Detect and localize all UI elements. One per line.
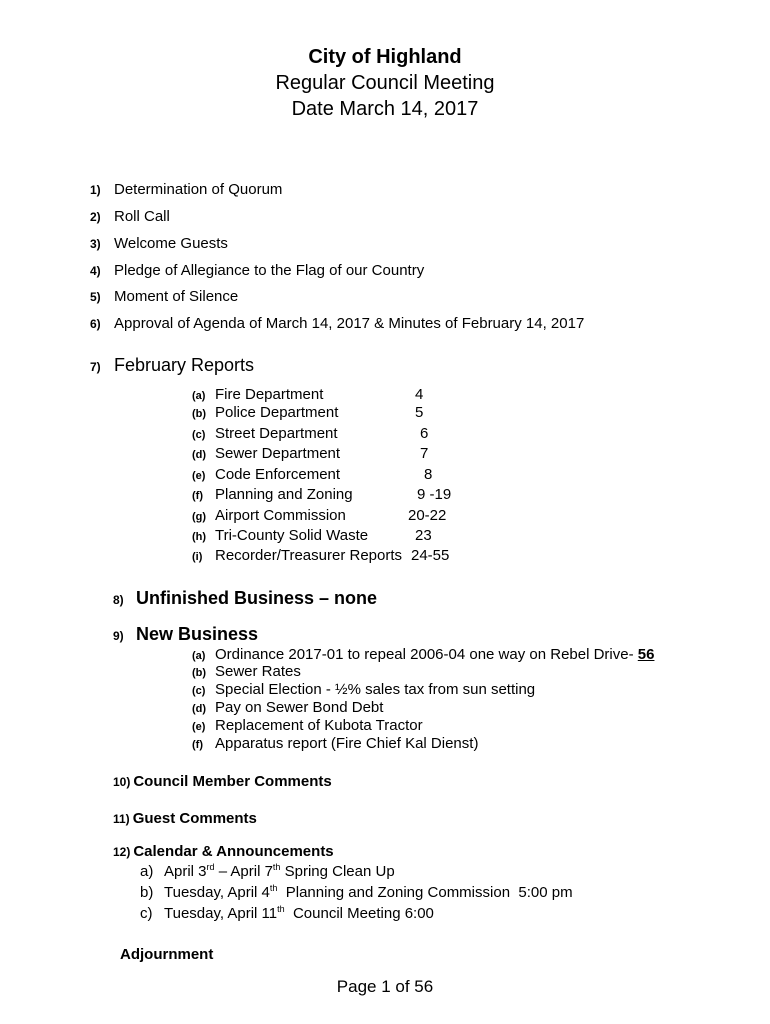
calendar-text: Tuesday, April 4 — [164, 884, 270, 901]
adjournment: Adjournment — [120, 946, 214, 963]
item-letter: (d) — [192, 703, 207, 715]
header — [0, 44, 770, 122]
report-name: Sewer Department — [215, 445, 341, 462]
item-letter: (f) — [192, 739, 203, 751]
page-subtitle: Regular Council Meeting — [275, 72, 495, 94]
item-text: Replacement of Kubota Tractor — [215, 717, 423, 734]
report-letter: (c) — [192, 429, 206, 441]
report-pages: 4 — [415, 386, 424, 403]
report-name: Recorder/Treasurer Reports — [215, 547, 403, 564]
calendar-heading — [113, 843, 334, 861]
calendar-text: Council Meeting 6:00 — [284, 905, 434, 922]
agenda-item — [90, 288, 238, 305]
report-name: Planning and Zoning — [215, 486, 353, 503]
item-label: Determination of Quorum — [114, 181, 283, 198]
item-text: Apparatus report (Fire Chief Kal Dienst) — [215, 735, 479, 752]
new-business-heading — [113, 624, 258, 645]
new-business-item — [192, 717, 423, 734]
item-letter: (e) — [192, 721, 206, 733]
report-row — [192, 527, 432, 544]
item-number: 7) — [90, 360, 101, 374]
report-letter: (i) — [192, 551, 203, 563]
item-text: Ordinance 2017-01 to repeal 2006-04 one way on Rebel Drive- — [215, 646, 634, 663]
calendar-text: Planning and Zoning Commission 5:00 pm — [277, 884, 573, 901]
report-pages: 7 — [420, 445, 429, 462]
report-name: Police Department — [215, 404, 339, 421]
item-label: Welcome Guests — [114, 235, 228, 252]
ordinal-suffix: th — [277, 904, 285, 914]
report-name: Tri-County Solid Waste — [215, 527, 369, 544]
item-label: Calendar & Announcements — [133, 843, 334, 860]
report-pages: 5 — [415, 404, 424, 421]
item-label: Moment of Silence — [114, 288, 239, 305]
item-letter: (c) — [192, 685, 206, 697]
report-pages: 8 — [424, 466, 433, 483]
report-row — [192, 486, 452, 503]
guest-comments-heading — [113, 810, 257, 828]
item-text: Pay on Sewer Bond Debt — [215, 699, 384, 716]
page-title: City of Highland — [308, 46, 462, 68]
report-letter: (b) — [192, 408, 207, 420]
item-label: Approval of Agenda of March 14, 2017 & Minutes of February 14, 2017 — [114, 315, 585, 332]
unfinished-business-heading — [113, 588, 377, 609]
item-label: Guest Comments — [132, 810, 257, 827]
item-label: February Reports — [114, 355, 255, 375]
item-text: Sewer Rates — [215, 663, 301, 680]
item-label: Council Member Comments — [133, 773, 332, 790]
ordinal-suffix: th — [272, 862, 281, 872]
item-number: 8) — [113, 593, 124, 607]
item-number: 2) — [90, 210, 101, 224]
new-business-item — [192, 699, 383, 716]
calendar-letter: b) — [140, 884, 154, 901]
new-business-item — [192, 646, 654, 663]
calendar-item — [140, 884, 573, 901]
item-number: 3) — [90, 237, 101, 251]
report-row — [192, 404, 424, 421]
report-letter: (f) — [192, 490, 203, 502]
item-letter: (b) — [192, 667, 207, 679]
report-pages: 24-55 — [411, 547, 450, 564]
page-reference: 56 — [637, 646, 655, 663]
report-letter: (e) — [192, 470, 206, 482]
item-label: New Business — [136, 624, 259, 644]
report-pages: 23 — [415, 527, 432, 544]
item-number: 5) — [90, 290, 101, 304]
item-number: 11) — [113, 812, 130, 826]
report-pages: 6 — [420, 425, 429, 442]
calendar-text: April 3 — [164, 863, 207, 880]
item-label: Roll Call — [114, 208, 170, 225]
meeting-date: Date March 14, 2017 — [291, 98, 479, 120]
agenda-item — [90, 235, 228, 252]
report-row — [192, 507, 447, 524]
agenda-item — [90, 181, 282, 198]
report-row — [192, 386, 424, 403]
report-letter: (d) — [192, 449, 207, 461]
report-name: Code Enforcement — [215, 466, 341, 483]
item-number: 4) — [90, 264, 101, 278]
item-label: Unfinished Business – none — [136, 588, 378, 608]
report-name: Fire Department — [215, 386, 324, 403]
calendar-letter: c) — [140, 905, 153, 922]
report-name: Street Department — [215, 425, 338, 442]
report-row — [192, 445, 429, 462]
new-business-item — [192, 735, 478, 752]
report-letter: (a) — [192, 390, 206, 402]
council-comments-heading — [113, 773, 332, 791]
report-letter: (h) — [192, 531, 207, 543]
agenda-item — [90, 315, 584, 332]
calendar-item — [140, 863, 395, 880]
page-number: Page 1 of 56 — [336, 977, 434, 996]
item-number: 12) — [113, 845, 131, 859]
report-pages: 20-22 — [408, 507, 447, 524]
item-number: 9) — [113, 629, 124, 643]
item-text: Special Election - ½% sales tax from sun setting — [215, 681, 536, 698]
ordinal-suffix: th — [269, 883, 278, 893]
item-label: Pledge of Allegiance to the Flag of our Country — [114, 262, 425, 279]
calendar-text: Spring Clean Up — [280, 863, 395, 880]
item-number: 6) — [90, 317, 101, 331]
item-number: 10) — [113, 775, 131, 789]
agenda-item — [90, 208, 170, 225]
new-business-item — [192, 663, 301, 680]
report-pages: 9 -19 — [417, 486, 452, 503]
calendar-letter: a) — [140, 863, 154, 880]
report-row — [192, 466, 433, 483]
report-letter: (g) — [192, 511, 207, 523]
calendar-item — [140, 905, 434, 922]
calendar-text: – April 7 — [214, 863, 273, 880]
report-name: Airport Commission — [215, 507, 346, 524]
report-row — [192, 425, 429, 442]
ordinal-suffix: rd — [206, 862, 215, 872]
reports-heading — [90, 355, 254, 376]
calendar-text: Tuesday, April 11 — [164, 905, 278, 922]
item-number: 1) — [90, 183, 101, 197]
new-business-item — [192, 681, 535, 698]
report-row — [192, 547, 450, 564]
agenda-item — [90, 262, 424, 279]
item-letter: (a) — [192, 650, 206, 662]
